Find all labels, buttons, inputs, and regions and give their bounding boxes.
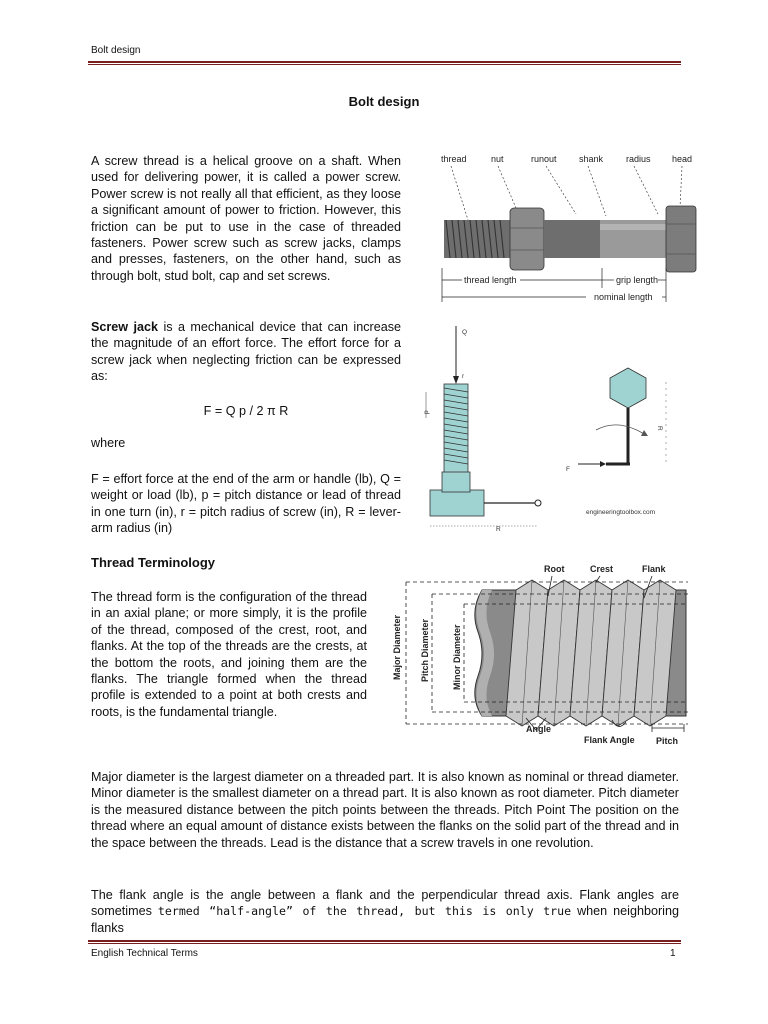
label-grip-length: grip length xyxy=(616,275,659,285)
label-major-diameter: Major Diameter xyxy=(392,614,402,680)
label-root: Root xyxy=(544,564,565,574)
screw-jack-diagram xyxy=(418,322,688,540)
thread-terminology-paragraph: The thread form is the configuration of the thread in an axial plane; or more simply, it is the profile of the thread, composed of the crest, root, and flanks. At the top of the threads are the crests, at the bottom the roots, and joining them are the flanks. The triangle formed when the thread profile is extended to a point at both crests and roots, is the fundamental triangle. xyxy=(91,590,367,719)
flank-angle-paragraph xyxy=(91,887,679,936)
label-thread: thread xyxy=(441,154,467,164)
flank-angle-text-mono: termed “half-angle” of the thread, but this is only true xyxy=(157,904,572,919)
label-f-right: F xyxy=(566,466,570,473)
label-q: Q xyxy=(462,329,468,336)
thread-terminology-diagram xyxy=(386,558,694,750)
thread-terminology-heading: Thread Terminology xyxy=(91,555,215,570)
nut-shape xyxy=(510,208,544,270)
header-rule-thin xyxy=(88,64,681,65)
label-r-small: r xyxy=(462,373,465,380)
flank-angle-text-b: when neighboring flanks xyxy=(91,904,679,935)
page-title: Bolt design xyxy=(348,94,420,109)
header-rule xyxy=(88,61,681,63)
label-r-right: R xyxy=(656,426,663,431)
label-runout: runout xyxy=(531,154,557,164)
label-pitch: Pitch xyxy=(656,736,679,746)
label-nut: nut xyxy=(491,154,504,164)
intro-paragraph: A screw thread is a helical groove on a shaft. When used for delivering power, it is called a power screw. Power screw is not really all that efficient, as they loose a significant amount of power to friction. However, this friction can be put to use in the case of threaded fasteners. Power screw such as screw jacks, clamps and presses, fasteners, on the other hand, such as through bolt, stud bolt, cap and set screws. xyxy=(91,154,401,283)
screw-jack-term: Screw jack xyxy=(91,320,159,334)
screw-jack-text: is a mechanical device that can increase the magnitude of an effort force. The effort force for a screw jack when neglecting friction can be expressed as: xyxy=(91,320,401,384)
label-angle: Angle xyxy=(526,724,552,734)
screw-jack-paragraph xyxy=(91,319,401,385)
bolt-diagram xyxy=(436,150,698,310)
label-thread-length: thread length xyxy=(464,275,517,285)
label-nominal-length: nominal length xyxy=(594,292,653,302)
footer-rule xyxy=(88,940,681,942)
label-r-bottom: R xyxy=(496,526,501,533)
label-head: head xyxy=(672,154,693,164)
label-flank: Flank xyxy=(642,564,666,574)
label-shank: shank xyxy=(579,154,604,164)
label-pitch-diameter: Pitch Diameter xyxy=(420,618,430,682)
label-radius: radius xyxy=(626,154,651,164)
flank-angle-text-a: The flank angle is the angle between a flank and the perpendicular thread axis. Flank angles are sometimes xyxy=(91,888,679,919)
diameters-paragraph: Major diameter is the largest diameter on a threaded part. It is also known as nominal or thread diameter. Minor diameter is the smallest diameter on a thread part. It is also known as root diameter. Pitch diameter is the measured distance between the pitch points between the threads. Pitch Point The position on the thread where an equal amount of distance exists between the flanks on the solid part of the thread and in the space between the threads. Lead is the distance that a screw travels in one revolution. xyxy=(91,770,679,850)
page-number: 1 xyxy=(670,948,676,959)
variable-definitions: F = effort force at the end of the arm or handle (lb), Q = weight or load (lb), p = pitch distance or lead of thread in one turn (in), r = pitch radius of screw (in), R = lever-arm radius (in) xyxy=(91,472,401,536)
bolt-head-shape xyxy=(666,206,696,272)
jack-head-top-view xyxy=(610,368,646,408)
label-p: p xyxy=(423,410,430,414)
label-minor-diameter: Minor Diameter xyxy=(452,624,462,690)
effort-formula: F = Q p / 2 π R xyxy=(203,404,289,418)
footer-title: English Technical Terms xyxy=(91,948,198,959)
running-header: Bolt design xyxy=(91,45,141,56)
label-crest: Crest xyxy=(590,564,614,574)
where-label: where xyxy=(91,436,126,450)
footer-rule-thin xyxy=(88,943,681,944)
label-flank-angle: Flank Angle xyxy=(584,735,635,745)
label-credit: engineeringtoolbox.com xyxy=(586,509,656,516)
leader-lines xyxy=(451,166,682,220)
jack-base xyxy=(430,490,484,516)
